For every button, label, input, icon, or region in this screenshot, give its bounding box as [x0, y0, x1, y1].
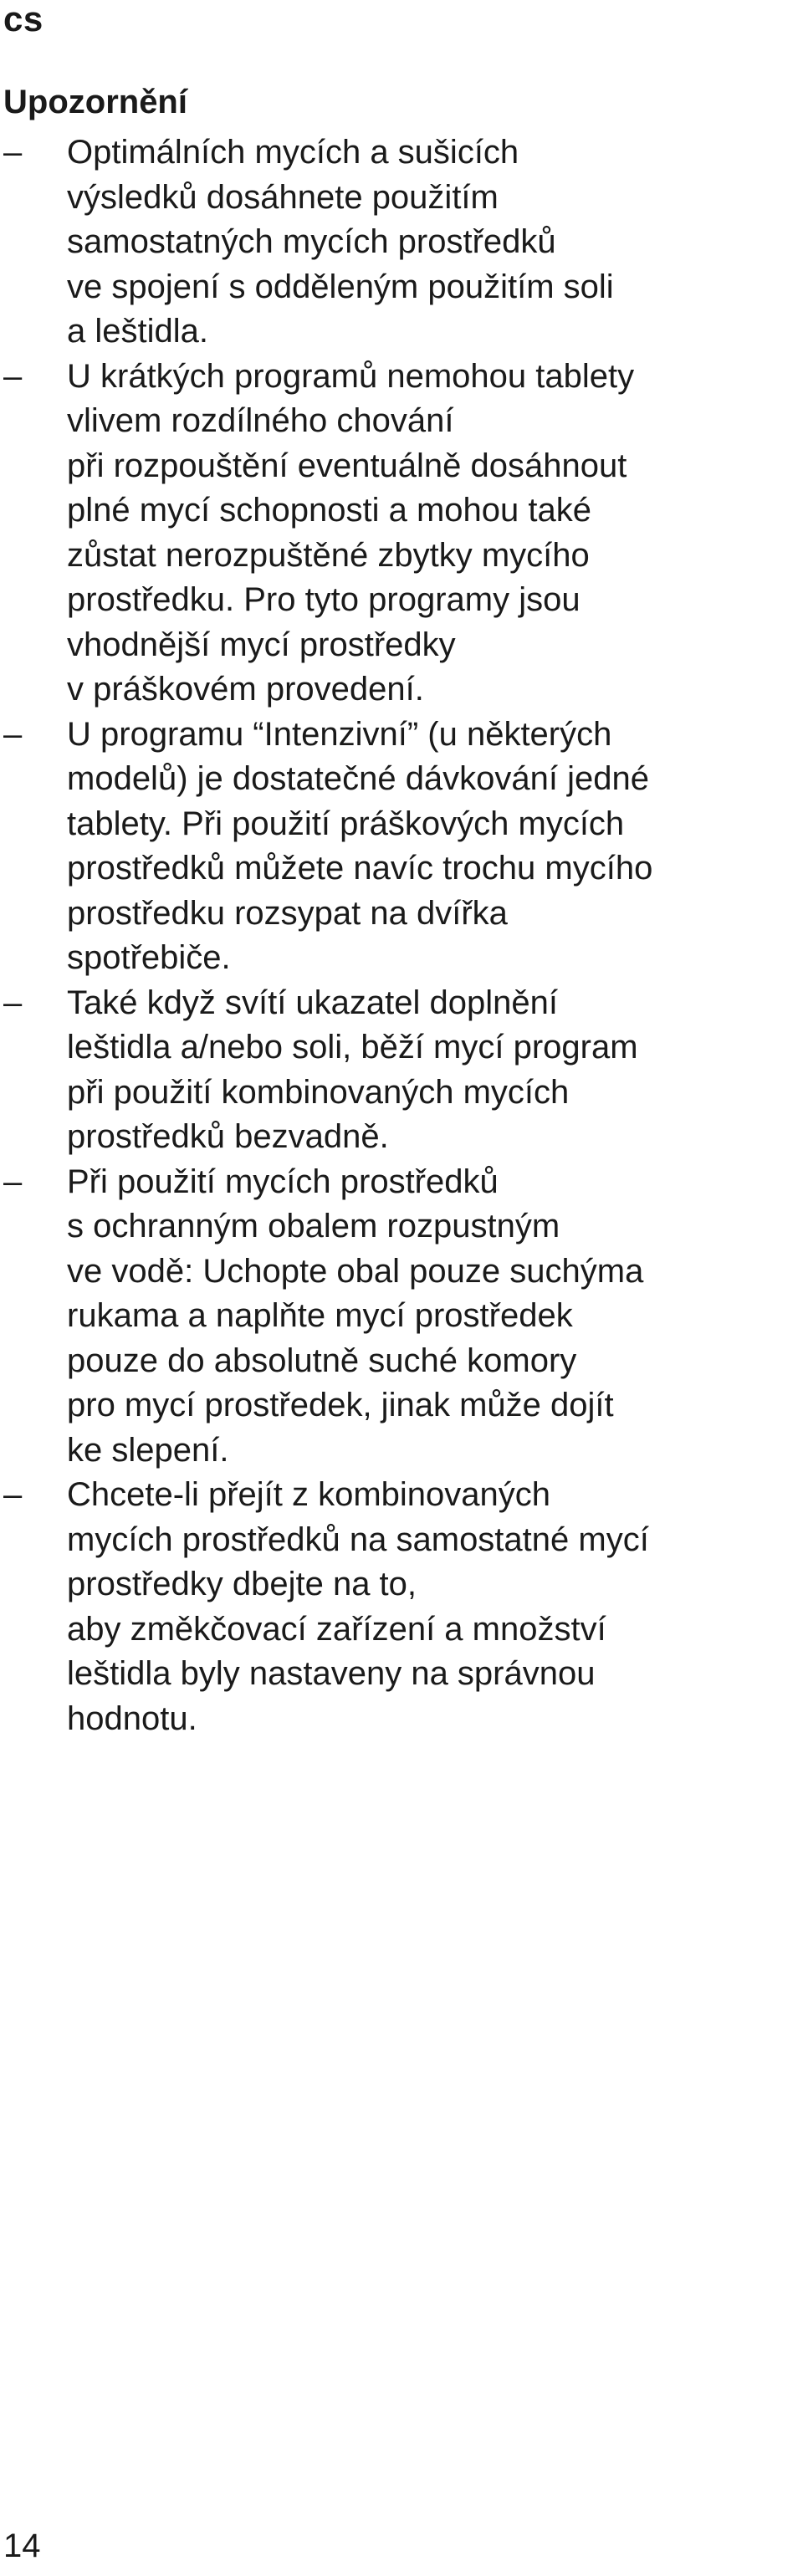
list-item: [0, 1160, 803, 1474]
list-item: [0, 355, 803, 713]
list-item: [0, 713, 803, 981]
note-text: U krátkých programů nemohou tablety vlivem rozdílného chování při rozpouštění eventuálně dosáhnout plné mycí schopnosti a mohou také zůstat nerozpuštěné zbytky mycího prostředku. Pro tyto programy jsou vhodnější mycí prostředky v práškovém provedení.: [67, 357, 635, 708]
list-item: [0, 981, 803, 1160]
note-text: U programu “Intenzivní” (u některých modelů) je dostatečné dávkování jedné tablety. Při použití práškových mycích prostředků můžete navíc trochu mycího prostředku rozsypat na dvířka spotřebiče.: [67, 715, 653, 976]
bullet-dash: –: [3, 984, 23, 1021]
notes-list: [0, 130, 803, 1741]
bullet-dash: –: [3, 1163, 23, 1200]
note-text: Optimálních mycích a sušicích výsledků dosáhnete použitím samostatných mycích prostředků ve spojení s odděleným použitím soli a leštidla.: [67, 134, 614, 350]
list-item: [0, 130, 803, 355]
bullet-dash: –: [3, 357, 23, 395]
section-title: Upozornění: [3, 84, 187, 120]
bullet-dash: –: [3, 1476, 23, 1513]
note-text: Při použití mycích prostředků s ochranným obalem rozpustným ve vodě: Uchopte obal pouze suchýma rukama a naplňte mycí prostředek pouze do absolutně suché komory pro mycí prostředek, jinak může dojít ke slepení.: [67, 1163, 644, 1469]
page-number: 14: [3, 2527, 41, 2564]
list-item: [0, 1473, 803, 1741]
bullet-dash: –: [3, 715, 23, 753]
bullet-dash: –: [3, 134, 23, 171]
note-text: Také když svítí ukazatel doplnění leštidla a/nebo soli, běží mycí program při použití kombinovaných mycích prostředků bezvadně.: [67, 984, 638, 1155]
language-code: cs: [3, 0, 43, 38]
note-text: Chcete-li přejít z kombinovaných mycích prostředků na samostatné mycí prostředky dbejte na to, aby změkčovací zařízení a množství leštidla byly nastaveny na správnou hodnotu.: [67, 1476, 649, 1737]
